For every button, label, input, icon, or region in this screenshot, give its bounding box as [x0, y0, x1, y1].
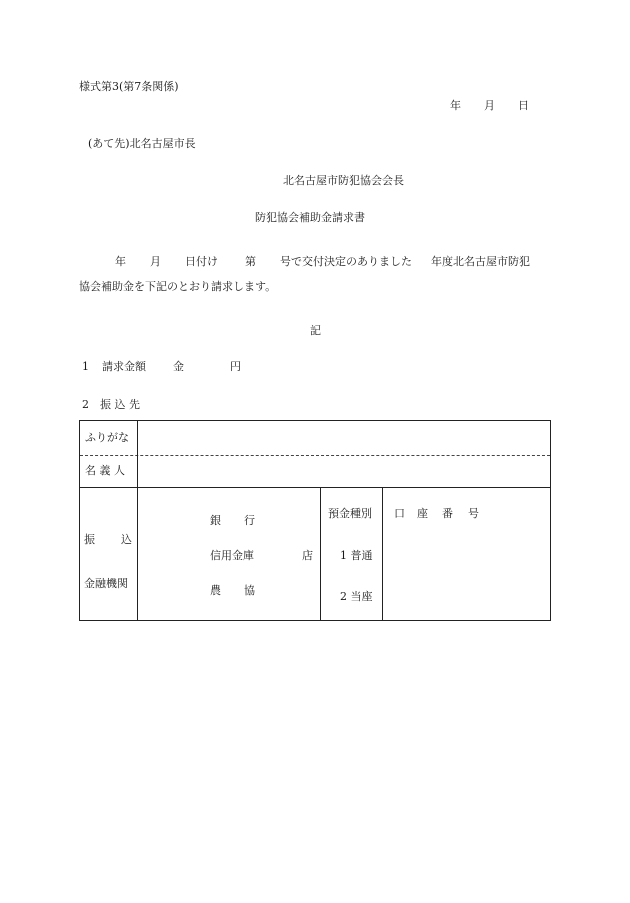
document-title: 防犯協会補助金請求書 — [255, 211, 365, 224]
bank-nou: 農 — [210, 584, 221, 597]
transfer-table — [79, 420, 551, 621]
body-dai: 第 — [245, 255, 256, 268]
account-type-touza[interactable]: 2 当座 — [340, 590, 373, 603]
date-day: 日 — [518, 99, 529, 112]
ki-heading: 記 — [310, 324, 321, 337]
date-month: 月 — [484, 99, 495, 112]
furigana-divider — [80, 455, 550, 456]
bank-kyou: 協 — [244, 584, 255, 597]
bank-ko: 行 — [244, 514, 255, 527]
meigi-input-area[interactable] — [140, 458, 548, 485]
bank-gin: 銀 — [210, 514, 221, 527]
body-text: 号で交付決定のありました — [280, 255, 412, 268]
body-line2: 協会補助金を下記のとおり請求します。 — [79, 280, 277, 293]
item2-number: 2 — [82, 398, 89, 411]
account-number-c1: 口 — [394, 507, 405, 520]
account-number-c2: 座 — [417, 507, 428, 520]
institution-label-komi: 込 — [121, 533, 132, 546]
institution-label-kikan: 金融機関 — [84, 577, 128, 590]
sender: 北名古屋市防犯協会会長 — [283, 174, 404, 187]
item1-yen: 円 — [230, 360, 241, 373]
furigana-label: ふりがな — [85, 431, 129, 444]
account-type-divider — [320, 487, 321, 620]
account-type-header: 預金種別 — [328, 507, 372, 520]
account-number-divider — [382, 487, 383, 620]
body-month: 月 — [150, 255, 161, 268]
furigana-input-area[interactable] — [140, 423, 548, 453]
meigi-label: 名 義 人 — [85, 464, 125, 477]
bank-ten: 店 — [302, 549, 313, 562]
label-column-divider — [137, 421, 138, 620]
date-year: 年 — [450, 99, 461, 112]
item1-kin: 金 — [173, 360, 184, 373]
item2-label: 振 込 先 — [100, 398, 140, 411]
item1-number: 1 — [82, 360, 89, 373]
addressee: (あて先)北名古屋市長 — [88, 137, 196, 150]
bank-shinkin: 信用金庫 — [210, 549, 254, 562]
item1-label: 請求金額 — [102, 360, 146, 373]
body-year: 年 — [115, 255, 126, 268]
institution-label-furi: 振 — [84, 533, 95, 546]
form-number: 様式第3(第7条関係) — [79, 80, 179, 93]
body-day-suffix: 日付け — [185, 255, 218, 268]
meigi-divider — [80, 487, 550, 488]
account-number-c3: 番 — [442, 507, 453, 520]
account-type-futsu[interactable]: 1 普通 — [340, 549, 373, 562]
account-number-c4: 号 — [468, 507, 479, 520]
body-tail: 年度北名古屋市防犯 — [431, 255, 530, 268]
